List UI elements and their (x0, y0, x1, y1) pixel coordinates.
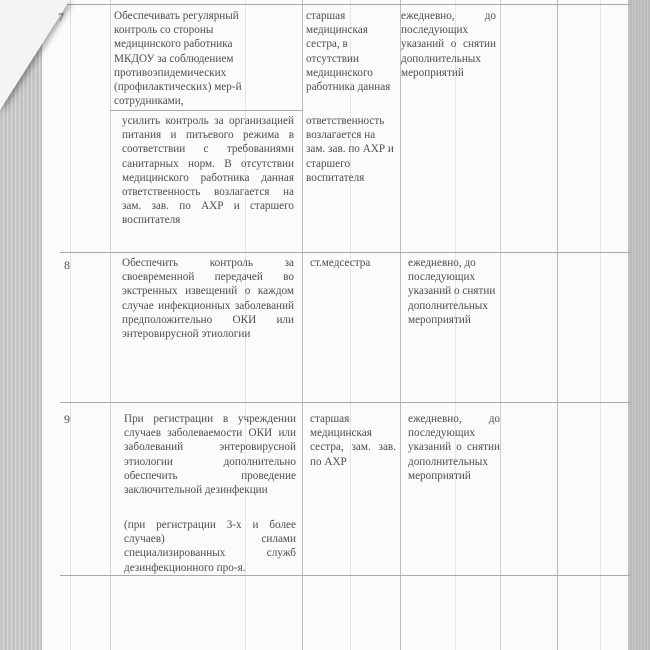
column-rule (110, 0, 111, 650)
row-number: 9 (64, 412, 70, 426)
task-text: Обеспечить контроль за своевременной передачей во экстренных извещений о каждом случае инфекционных заболеваний предположительно ОКИ или энтеровирусной этиологии (122, 257, 294, 341)
row-number: 8 (64, 258, 70, 272)
row-rule (60, 252, 630, 253)
scan-artifact-right (628, 0, 650, 650)
deadline-text: ежедневно, до последующих указаний о снятии дополнительных мероприятий (408, 413, 500, 482)
row-rule (110, 110, 302, 111)
task-text: При регистрации в учреждении случаев заболеваемости ОКИ или заболеваний энтеровирусной этиологии дополнительно обеспечить проведение заключительной дезинфекции (124, 413, 296, 497)
row-number: 7 (58, 10, 64, 24)
responsible-text: старшая медицинская сестра, в отсутствии медицинского работника данная (306, 10, 391, 94)
task-note: (при регистрации 3-х и более случаев) силами специализированных служб дезинфекционного про-я. (124, 519, 296, 574)
deadline-text: ежедневно, до последующих указаний о снятии дополнительных мероприятий (401, 10, 496, 79)
responsible-text-continued: ответственность возлагается на зам. зав. по АХР и старшего воспитателя (306, 115, 394, 184)
column-rule (70, 0, 71, 650)
column-rule (557, 0, 558, 650)
deadline-text: ежедневно, до последующих указаний о снятии дополнительных мероприятий (408, 257, 496, 326)
row-rule (60, 402, 630, 403)
task-text-continued: усилить контроль за организацией питания и питьевого режима в соответствии с требованиями санитарных норм. В отсутствии медицинского работника данная ответственность возлагается на зам. зав. по АХР и старшего воспитателя (122, 115, 294, 227)
row-rule (60, 575, 630, 576)
column-rule (500, 0, 501, 650)
column-rule (302, 0, 303, 650)
task-text: Обеспечивать регулярный контроль со стороны медицинского работника МКДОУ за соблюдением противоэпидемических (профилактических) мер-й сотрудниками, (114, 10, 242, 108)
responsible-text: ст.медсестра (310, 257, 371, 269)
responsible-text: старшая медицинская сестра, зам. зав. по АХР (310, 413, 396, 468)
column-rule (400, 0, 401, 650)
column-rule (600, 0, 601, 650)
row-rule (60, 4, 630, 5)
column-rule (350, 0, 351, 650)
